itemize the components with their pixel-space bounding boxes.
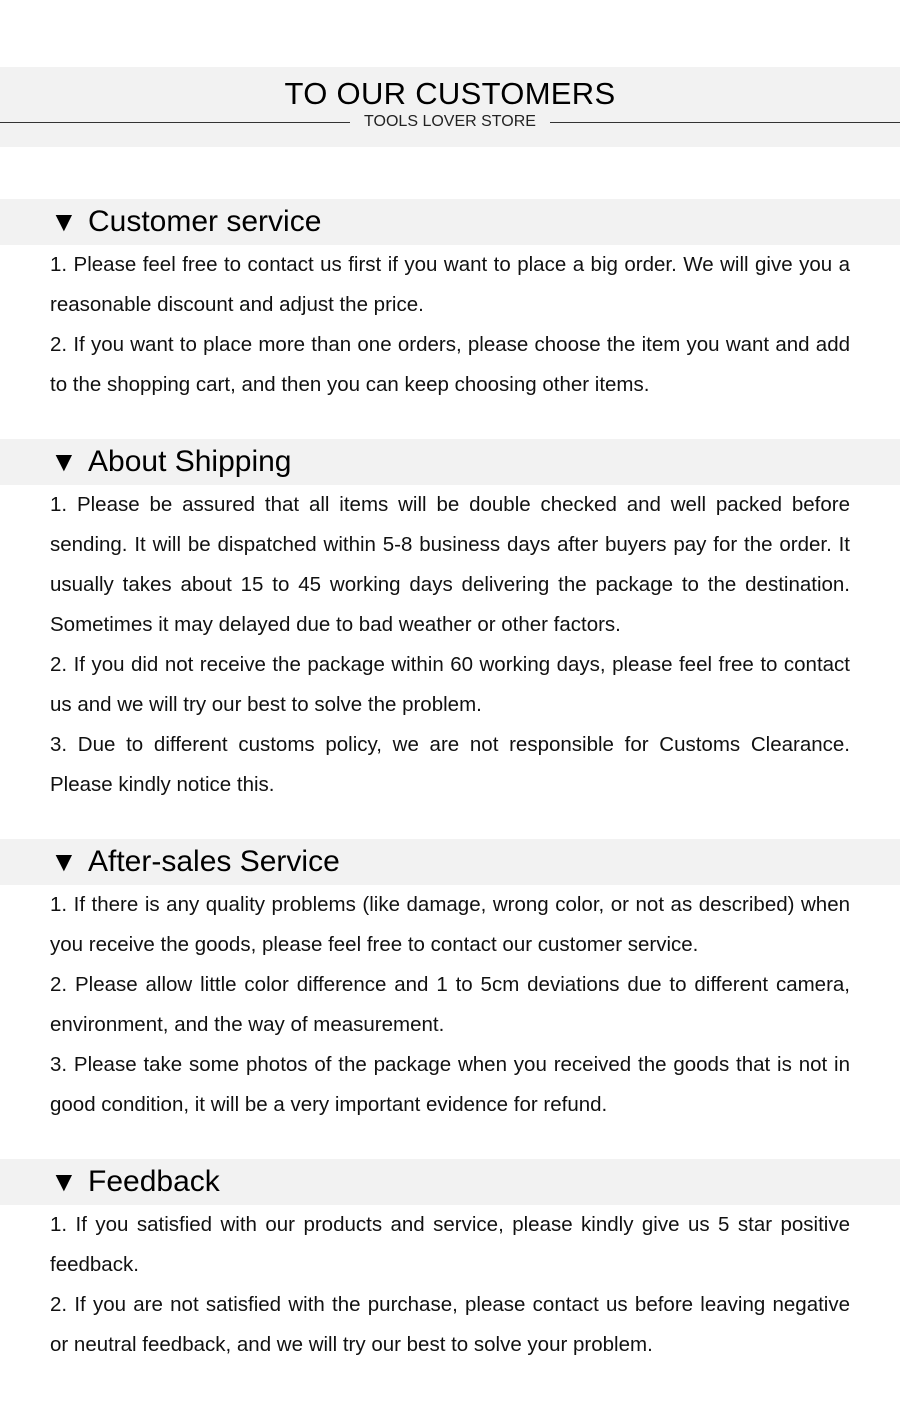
- triangle-down-icon: ▼: [50, 206, 78, 237]
- list-item: 2. If you are not satisfied with the purchase, please contact us before leaving negative or neutral feedback, and we will try our best to solve your problem.: [50, 1293, 850, 1356]
- list-item: 3. Due to different customs policy, we are not responsible for Customs Clearance. Please kindly notice this.: [50, 733, 850, 796]
- list-item: 1. If you satisfied with our products and service, please kindly give us 5 star positive feedback.: [50, 1213, 850, 1276]
- list-item: 2. If you want to place more than one orders, please choose the item you want and add to the shopping cart, and then you can keep choosing other items.: [50, 333, 850, 396]
- section-title: After-sales Service: [88, 845, 340, 878]
- section-header: [0, 839, 900, 885]
- section-body: [0, 485, 900, 805]
- section-body: [0, 245, 900, 405]
- triangle-down-icon: ▼: [50, 846, 78, 877]
- page-title: TO OUR CUSTOMERS: [284, 76, 616, 111]
- section-header: [0, 439, 900, 485]
- divider-left: [0, 122, 350, 123]
- header-banner: [0, 67, 900, 147]
- list-item: 1. Please be assured that all items will be double checked and well packed before sending. It will be dispatched within 5-8 business days after buyers pay for the order. It usually takes about 15 to 45 working days delivering the package to the destination. Sometimes it may delayed due to bad weather or other factors.: [50, 493, 850, 636]
- section-feedback: [0, 1159, 900, 1365]
- list-item: 1. Please feel free to contact us first if you want to place a big order. We will give you a reasonable discount and adjust the price.: [50, 253, 850, 316]
- section-body: [0, 885, 900, 1125]
- list-item: 3. Please take some photos of the package when you received the goods that is not in good condition, it will be a very important evidence for refund.: [50, 1053, 850, 1116]
- triangle-down-icon: ▼: [50, 1166, 78, 1197]
- section-title: Feedback: [88, 1165, 220, 1198]
- list-item: 2. If you did not receive the package within 60 working days, please feel free to contact us and we will try our best to solve the problem.: [50, 653, 850, 716]
- list-item: 2. Please allow little color difference and 1 to 5cm deviations due to different camera, environment, and the way of measurement.: [50, 973, 850, 1036]
- section-title: Customer service: [88, 205, 322, 238]
- store-name: TOOLS LOVER STORE: [364, 113, 536, 130]
- list-item: 1. If there is any quality problems (like damage, wrong color, or not as described) when you receive the goods, please feel free to contact our customer service.: [50, 893, 850, 956]
- section-header: [0, 1159, 900, 1205]
- triangle-down-icon: ▼: [50, 446, 78, 477]
- section-header: [0, 199, 900, 245]
- divider-right: [550, 122, 900, 123]
- section-title: About Shipping: [88, 445, 292, 478]
- section-body: [0, 1205, 900, 1365]
- section-customer-service: [0, 199, 900, 405]
- section-about-shipping: [0, 439, 900, 805]
- section-after-sales-service: [0, 839, 900, 1125]
